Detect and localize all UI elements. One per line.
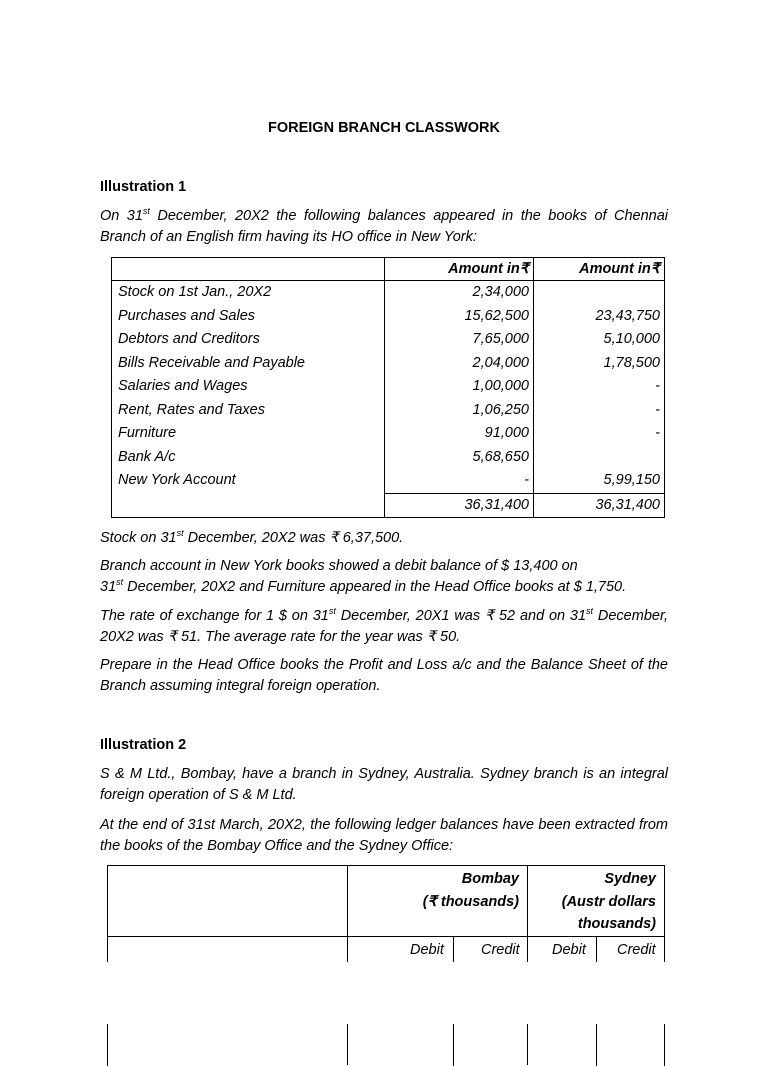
bank-balance-note — [100, 556, 668, 598]
balances-table-row — [112, 446, 665, 470]
row-label-cell: Stock on 1st Jan., 20X2 — [112, 281, 385, 305]
rate-note-superscript-2: st — [586, 606, 594, 617]
balances-table-row — [112, 352, 665, 376]
task-instruction: Prepare in the Head Office books the Profit and Loss a/c and the Balance Sheet of the Branch assuming integral foreign operation. — [100, 657, 668, 694]
header-cell-particulars — [112, 258, 385, 281]
header-divider — [107, 936, 664, 937]
sydney-header-line-1: Sydney — [604, 871, 656, 887]
total-label-cell — [112, 493, 385, 518]
stock-note-end: December, 20X2 was ₹ 6,37,500. — [183, 530, 404, 546]
row-label-cell: Debtors and Creditors — [112, 328, 385, 352]
row-credit-cell: - — [534, 399, 665, 423]
bank-note-line-1: Branch account in New York books showed a debit balance of $ 13,400 on — [100, 558, 578, 574]
row-label-cell: New York Account — [112, 469, 385, 493]
page-title: FOREIGN BRANCH CLASSWORK — [268, 120, 500, 136]
illustration-2-heading: Illustration 2 — [100, 737, 187, 753]
row-credit-cell: 23,43,750 — [534, 305, 665, 329]
balances-table-row — [112, 328, 665, 352]
rate-note-middle: December, 20X1 was ₹ 52 and on 31 — [335, 608, 587, 624]
row-credit-cell: - — [534, 422, 665, 446]
row-credit-cell — [534, 446, 665, 470]
row-debit-cell: 15,62,500 — [385, 305, 534, 329]
header-cell-amount-debit: Amount in₹ — [385, 258, 534, 281]
rate-note-superscript-1: st — [328, 606, 336, 617]
exchange-rate-note — [100, 606, 668, 648]
intro-text-end: December, 20X2 the following balances appeared in the books of Chennai Branch of an English firm having its HO office in New York: — [100, 208, 668, 245]
illustration-2-para-1: S & M Ltd., Bombay, have a branch in Sydney, Australia. Sydney branch is an integral foreign operation of S & M Ltd. — [100, 766, 668, 803]
bank-note-superscript: st — [116, 577, 124, 588]
bombay-debit-header: Debit — [410, 942, 444, 958]
balances-table-row — [112, 375, 665, 399]
bombay-credit-header: Credit — [481, 942, 520, 958]
balances-table-totals — [112, 493, 665, 518]
sydney-header-line-3: thousands) — [577, 916, 656, 932]
rate-note-start: The rate of exchange for 1 $ on 31 — [100, 608, 329, 624]
row-debit-cell: 7,65,000 — [385, 328, 534, 352]
balances-table-row — [112, 281, 665, 305]
row-debit-cell: 5,68,650 — [385, 446, 534, 470]
row-label-cell: Salaries and Wages — [112, 375, 385, 399]
row-credit-cell — [534, 281, 665, 305]
row-debit-cell: 1,06,250 — [385, 399, 534, 423]
bombay-header-line-1: Bombay — [461, 871, 519, 887]
row-label-cell: Purchases and Sales — [112, 305, 385, 329]
page-bottom-mask — [0, 962, 768, 1024]
row-credit-cell: 5,99,150 — [534, 469, 665, 493]
balances-table-header — [112, 258, 665, 281]
row-credit-cell: - — [534, 375, 665, 399]
balances-table-row — [112, 305, 665, 329]
ledger-balances-table — [107, 865, 665, 965]
row-label-cell: Bank A/c — [112, 446, 385, 470]
row-label-cell: Furniture — [112, 422, 385, 446]
stock-note-superscript: st — [176, 528, 184, 539]
row-debit-cell: - — [385, 469, 534, 493]
bank-note-line-2-start: 31 — [100, 579, 117, 595]
row-debit-cell: 2,34,000 — [385, 281, 534, 305]
rate-note-end: December, 20X2 was ₹ 51. The average rate for the year was ₹ 50. — [100, 608, 669, 645]
illustration-1-intro — [100, 206, 668, 248]
row-credit-cell: 5,10,000 — [534, 328, 665, 352]
total-credit-cell: 36,31,400 — [534, 493, 665, 518]
row-credit-cell: 1,78,500 — [534, 352, 665, 376]
bank-note-line-2-end: December, 20X2 and Furniture appeared in the Head Office books at $ 1,750. — [123, 579, 627, 595]
total-debit-cell: 36,31,400 — [385, 493, 534, 518]
intro-superscript: st — [142, 206, 150, 217]
sydney-credit-header: Credit — [617, 942, 656, 958]
balances-table-row — [112, 469, 665, 493]
sydney-header-line-2: (Austr dollars — [561, 894, 656, 910]
header-cell-amount-credit: Amount in₹ — [534, 258, 665, 281]
closing-stock-note — [100, 528, 668, 549]
illustration-1-heading: Illustration 1 — [100, 179, 187, 195]
intro-text-start: On 31 — [100, 208, 143, 224]
stock-note-start: Stock on 31 — [100, 530, 177, 546]
balances-table-row — [112, 399, 665, 423]
row-label-cell: Bills Receivable and Payable — [112, 352, 385, 376]
balances-table — [111, 257, 665, 518]
sydney-debit-header: Debit — [552, 942, 586, 958]
row-debit-cell: 91,000 — [385, 422, 534, 446]
row-label-cell: Rent, Rates and Taxes — [112, 399, 385, 423]
row-debit-cell: 2,04,000 — [385, 352, 534, 376]
balances-table-row — [112, 422, 665, 446]
row-debit-cell: 1,00,000 — [385, 375, 534, 399]
bombay-header-line-2: (₹ thousands) — [422, 894, 519, 910]
illustration-2-para-2: At the end of 31st March, 20X2, the following ledger balances have been extracted from the books of the Bombay Office and the Sydney Office: — [100, 817, 668, 854]
